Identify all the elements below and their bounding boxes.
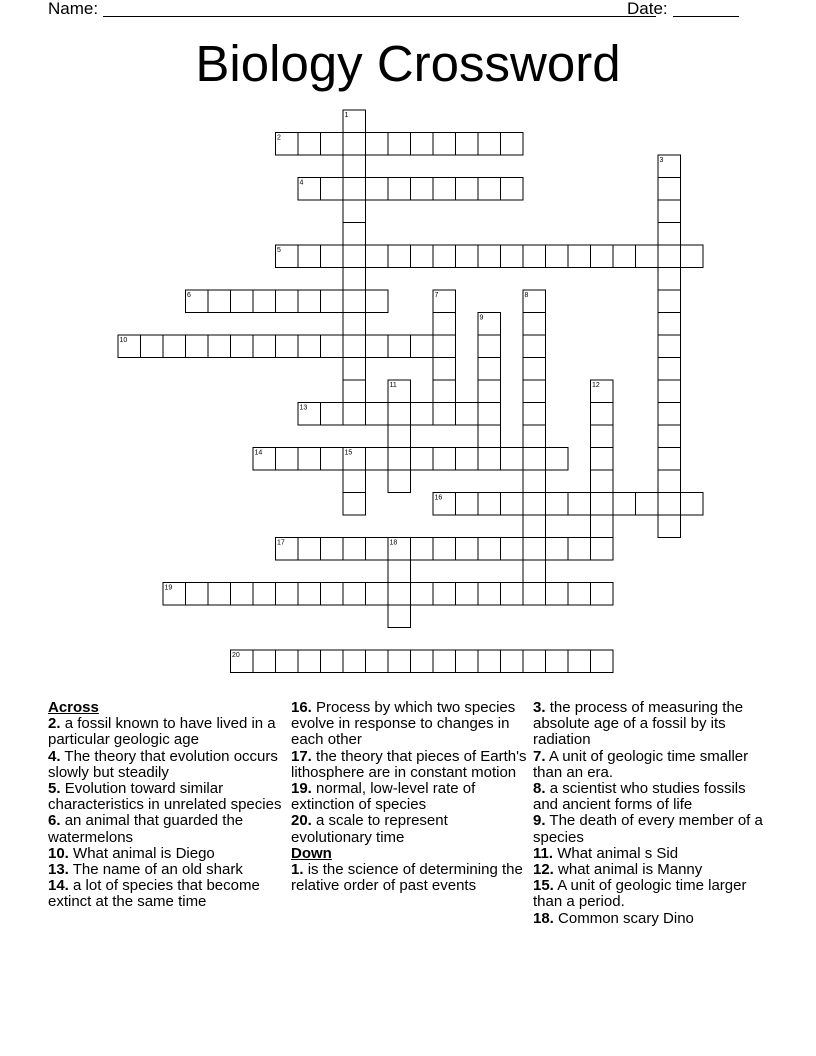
grid-cell[interactable] <box>456 493 479 516</box>
clue-down-8: 8. a scientist who studies fossils and ancient forms of life <box>533 780 746 814</box>
grid-cell[interactable] <box>478 335 501 358</box>
clue-number: 18 <box>389 539 398 547</box>
grid-cell[interactable] <box>276 650 299 673</box>
grid-cell[interactable] <box>321 178 344 201</box>
grid-cell[interactable] <box>523 470 546 493</box>
grid-cell[interactable] <box>366 403 389 426</box>
clue-across-13: 13. The name of an old shark <box>48 861 243 879</box>
grid-cell[interactable] <box>636 245 659 268</box>
page-title: Biology Crossword <box>195 35 621 92</box>
grid-cell[interactable] <box>478 403 501 426</box>
grid-cell[interactable] <box>343 335 366 358</box>
grid-cell[interactable] <box>343 470 366 493</box>
grid-cell[interactable] <box>658 335 681 358</box>
grid-cell[interactable] <box>411 538 434 561</box>
grid-cell[interactable] <box>298 335 321 358</box>
grid-cell[interactable] <box>591 403 614 426</box>
clue-down-3: 3. the process of measuring the absolute age of a fossil by its radiation <box>533 699 744 749</box>
grid-cell[interactable] <box>613 245 636 268</box>
grid-cell[interactable] <box>658 425 681 448</box>
clue-across-20: 20. a scale to represent evolutionary time <box>291 812 448 846</box>
clue-across-2: 2. a fossil known to have lived in a particular geologic age <box>48 715 276 749</box>
grid-cell[interactable] <box>163 335 186 358</box>
grid-cell[interactable] <box>568 650 591 673</box>
grid-cell[interactable] <box>343 583 366 606</box>
name-label: Name: <box>48 0 99 18</box>
grid-cell[interactable] <box>208 583 231 606</box>
grid-cell[interactable] <box>366 650 389 673</box>
grid-cell[interactable] <box>546 538 569 561</box>
clue-number: 12 <box>592 382 600 389</box>
grid-cell[interactable] <box>433 380 456 403</box>
grid-cell[interactable] <box>231 290 254 313</box>
clue-number: 8 <box>524 292 529 299</box>
grid-cell[interactable] <box>456 650 479 673</box>
grid-cell[interactable] <box>658 403 681 426</box>
grid-cell[interactable] <box>478 425 501 448</box>
grid-cell[interactable] <box>478 583 501 606</box>
grid-cell[interactable] <box>366 245 389 268</box>
grid-cell[interactable] <box>321 650 344 673</box>
grid-cell[interactable] <box>411 583 434 606</box>
grid-cell[interactable] <box>478 358 501 381</box>
grid-cell[interactable] <box>433 335 456 358</box>
grid-cell[interactable] <box>411 133 434 156</box>
grid-cell[interactable] <box>456 448 479 471</box>
clue-down-1: 1. is the science of determining the relative order of past events <box>291 861 523 895</box>
grid-cell[interactable] <box>433 403 456 426</box>
grid-cell[interactable] <box>343 245 366 268</box>
grid-cell[interactable] <box>411 650 434 673</box>
grid-cell[interactable] <box>456 403 479 426</box>
grid-cell[interactable] <box>523 583 546 606</box>
grid-cell[interactable] <box>343 178 366 201</box>
grid-cell[interactable] <box>523 650 546 673</box>
grid-cell[interactable] <box>388 335 411 358</box>
clue-number: 11 <box>389 382 397 389</box>
grid-cell[interactable] <box>501 448 524 471</box>
grid-cell[interactable] <box>321 290 344 313</box>
grid-cell[interactable] <box>253 583 276 606</box>
grid-cell[interactable] <box>568 493 591 516</box>
grid-cell[interactable] <box>276 583 299 606</box>
clue-number: 20 <box>232 652 240 659</box>
grid-cell[interactable] <box>523 448 546 471</box>
clue-number: 19 <box>164 584 173 592</box>
grid-cell[interactable] <box>231 583 254 606</box>
grid-cell[interactable] <box>591 448 614 471</box>
grid-cell[interactable] <box>523 245 546 268</box>
grid-cell[interactable] <box>298 290 321 313</box>
grid-cell[interactable] <box>366 335 389 358</box>
grid-cell[interactable] <box>658 313 681 336</box>
grid-cell[interactable] <box>658 200 681 223</box>
grid-cell[interactable] <box>523 515 546 538</box>
grid-cell[interactable] <box>568 538 591 561</box>
grid-cell[interactable] <box>523 313 546 336</box>
grid-cell[interactable] <box>276 448 299 471</box>
grid-cell[interactable] <box>208 290 231 313</box>
grid-cell[interactable] <box>433 583 456 606</box>
grid-cell[interactable] <box>321 133 344 156</box>
grid-cell[interactable] <box>321 583 344 606</box>
grid-cell[interactable] <box>658 245 681 268</box>
grid-cell[interactable] <box>433 650 456 673</box>
grid-cell[interactable] <box>298 448 321 471</box>
clue-across-14: 14. a lot of species that become extinct at the same time <box>48 877 260 911</box>
grid-cell[interactable] <box>321 245 344 268</box>
grid-cell[interactable] <box>501 245 524 268</box>
grid-cell[interactable] <box>388 605 411 628</box>
grid-cell[interactable] <box>591 538 614 561</box>
grid-cell[interactable] <box>411 403 434 426</box>
grid-cell[interactable] <box>501 178 524 201</box>
clue-down-15: 15. A unit of geologic time larger than a period. <box>533 877 747 911</box>
grid-cell[interactable] <box>523 358 546 381</box>
grid-cell[interactable] <box>231 335 254 358</box>
grid-cell[interactable] <box>343 493 366 516</box>
grid-cell[interactable] <box>546 650 569 673</box>
grid-cell[interactable] <box>591 583 614 606</box>
grid-cell[interactable] <box>591 515 614 538</box>
grid-cell[interactable] <box>478 448 501 471</box>
grid-cell[interactable] <box>388 403 411 426</box>
clue-across-19: 19. normal, low-level rate of extinction of species <box>291 780 476 814</box>
grid-cell[interactable] <box>591 470 614 493</box>
grid-cell[interactable] <box>456 583 479 606</box>
grid-cell[interactable] <box>253 650 276 673</box>
grid-cell[interactable] <box>478 133 501 156</box>
clue-across-10: 10. What animal is Diego <box>48 844 215 862</box>
grid-cell[interactable] <box>523 380 546 403</box>
grid-cell[interactable] <box>343 538 366 561</box>
grid-cell[interactable] <box>456 178 479 201</box>
grid-cell[interactable] <box>501 583 524 606</box>
clue-down-9: 9. The death of every member of a species <box>533 812 763 846</box>
grid-cell[interactable] <box>321 448 344 471</box>
grid-cell[interactable] <box>343 290 366 313</box>
grid-cell[interactable] <box>501 133 524 156</box>
grid-cell[interactable] <box>681 493 704 516</box>
grid-cell[interactable] <box>253 290 276 313</box>
grid-cell[interactable] <box>411 245 434 268</box>
grid-cell[interactable] <box>478 650 501 673</box>
grid-cell[interactable] <box>366 583 389 606</box>
clues-column-1 <box>48 700 288 911</box>
clue-number: 4 <box>299 179 304 187</box>
clue-number: 9 <box>479 314 484 322</box>
grid-cell[interactable] <box>388 425 411 448</box>
grid-cell[interactable] <box>658 493 681 516</box>
grid-cell[interactable] <box>298 133 321 156</box>
grid-cell[interactable] <box>343 200 366 223</box>
grid-cell[interactable] <box>388 560 411 583</box>
clue-number: 1 <box>344 112 349 119</box>
clue-number: 16 <box>434 494 443 502</box>
grid-cell[interactable] <box>456 538 479 561</box>
grid-cell[interactable] <box>388 133 411 156</box>
grid-cell[interactable] <box>523 538 546 561</box>
grid-cell[interactable] <box>433 448 456 471</box>
grid-cell[interactable] <box>478 493 501 516</box>
grid-cell[interactable] <box>411 448 434 471</box>
grid-cell[interactable] <box>456 133 479 156</box>
grid-cell[interactable] <box>343 313 366 336</box>
grid-cell[interactable] <box>388 650 411 673</box>
grid-cell[interactable] <box>411 178 434 201</box>
clue-down-7: 7. A unit of geologic time smaller than an era. <box>533 747 749 781</box>
grid-cell[interactable] <box>501 538 524 561</box>
grid-cell[interactable] <box>253 335 276 358</box>
grid-cell[interactable] <box>523 560 546 583</box>
grid-cell[interactable] <box>613 493 636 516</box>
grid-cell[interactable] <box>298 245 321 268</box>
grid-cell[interactable] <box>591 650 614 673</box>
grid-cell[interactable] <box>501 493 524 516</box>
grid-cell[interactable] <box>658 223 681 246</box>
grid-cell[interactable] <box>658 448 681 471</box>
grid-cell[interactable] <box>478 178 501 201</box>
grid-cell[interactable] <box>433 538 456 561</box>
grid-cell[interactable] <box>366 178 389 201</box>
grid-cell[interactable] <box>388 583 411 606</box>
clue-number: 7 <box>434 292 439 299</box>
grid-cell[interactable] <box>658 515 681 538</box>
grid-cell[interactable] <box>681 245 704 268</box>
clue-number: 6 <box>187 292 191 299</box>
grid-cell[interactable] <box>388 470 411 493</box>
grid-cell[interactable] <box>456 245 479 268</box>
grid-cell[interactable] <box>388 448 411 471</box>
grid-cell[interactable] <box>433 178 456 201</box>
grid-cell[interactable] <box>208 335 231 358</box>
grid-cell[interactable] <box>388 245 411 268</box>
clue-number: 2 <box>277 134 281 142</box>
clue-down-12: 12. what animal is Manny <box>533 861 703 879</box>
clues-column-2 <box>291 700 531 894</box>
grid-cell[interactable] <box>433 133 456 156</box>
clue-across-6: 6. an animal that guarded the watermelons <box>48 812 244 846</box>
clue-down-18: 18. Common scary Dino <box>533 909 694 927</box>
grid-cell[interactable] <box>298 650 321 673</box>
grid-cell[interactable] <box>343 403 366 426</box>
clue-down-11: 11. What animal s Sid <box>533 844 679 862</box>
grid-cell[interactable] <box>501 650 524 673</box>
clue-number: 5 <box>277 247 281 254</box>
grid-cell[interactable] <box>141 335 164 358</box>
grid-cell[interactable] <box>658 178 681 201</box>
clue-across-5: 5. Evolution toward similar characteristics in unrelated species <box>48 780 282 814</box>
grid-cell[interactable] <box>343 268 366 291</box>
grid-cell[interactable] <box>276 335 299 358</box>
grid-cell[interactable] <box>366 133 389 156</box>
grid-cell[interactable] <box>433 245 456 268</box>
grid-cell[interactable] <box>568 583 591 606</box>
grid-cell[interactable] <box>343 650 366 673</box>
grid-cell[interactable] <box>433 358 456 381</box>
clue-number: 14 <box>254 449 263 457</box>
grid-cell[interactable] <box>388 178 411 201</box>
grid-cell[interactable] <box>591 493 614 516</box>
grid-cell[interactable] <box>343 358 366 381</box>
grid-cell[interactable] <box>298 538 321 561</box>
grid-cell[interactable] <box>658 358 681 381</box>
grid-cell[interactable] <box>658 380 681 403</box>
grid-cell[interactable] <box>343 133 366 156</box>
grid-cell[interactable] <box>343 223 366 246</box>
grid-cell[interactable] <box>546 583 569 606</box>
grid-cell[interactable] <box>321 335 344 358</box>
grid-cell[interactable] <box>366 290 389 313</box>
grid-cell[interactable] <box>321 538 344 561</box>
grid-cell[interactable] <box>186 583 209 606</box>
clue-across-16: 16. Process by which two species evolve in response to changes in each other <box>291 699 516 749</box>
grid-cell[interactable] <box>546 245 569 268</box>
grid-cell[interactable] <box>366 538 389 561</box>
grid-cell[interactable] <box>478 380 501 403</box>
grid-cell[interactable] <box>546 493 569 516</box>
grid-cell[interactable] <box>343 155 366 178</box>
grid-cell[interactable] <box>658 290 681 313</box>
clue-number: 13 <box>299 404 308 412</box>
across-heading: Across <box>48 699 99 716</box>
clue-across-4: 4. The theory that evolution occurs slowly but steadily <box>48 747 278 781</box>
grid-cell[interactable] <box>658 470 681 493</box>
grid-cell[interactable] <box>478 538 501 561</box>
grid-cell[interactable] <box>523 493 546 516</box>
grid-cell[interactable] <box>433 313 456 336</box>
grid-cell[interactable] <box>276 290 299 313</box>
grid-cell[interactable] <box>591 425 614 448</box>
clue-number: 15 <box>344 449 353 457</box>
grid-cell[interactable] <box>523 335 546 358</box>
grid-cell[interactable] <box>186 335 209 358</box>
grid-cell[interactable] <box>568 245 591 268</box>
grid-cell[interactable] <box>546 448 569 471</box>
grid-cell[interactable] <box>478 245 501 268</box>
clue-across-17: 17. the theory that pieces of Earth's lithosphere are in constant motion <box>291 747 527 781</box>
grid-cell[interactable] <box>658 268 681 291</box>
grid-cell[interactable] <box>298 583 321 606</box>
clue-number: 17 <box>277 539 285 547</box>
clues-column-3 <box>533 700 773 927</box>
clue-number: 3 <box>659 157 664 164</box>
grid-cell[interactable] <box>366 448 389 471</box>
grid-cell[interactable] <box>523 403 546 426</box>
grid-cell[interactable] <box>523 425 546 448</box>
date-label: Date: <box>627 0 668 18</box>
grid-cell[interactable] <box>591 245 614 268</box>
grid-cell[interactable] <box>636 493 659 516</box>
grid-cell[interactable] <box>411 335 434 358</box>
down-heading: Down <box>291 844 332 862</box>
grid-cell[interactable] <box>321 403 344 426</box>
grid-cell[interactable] <box>343 380 366 403</box>
clue-number: 10 <box>119 337 128 344</box>
